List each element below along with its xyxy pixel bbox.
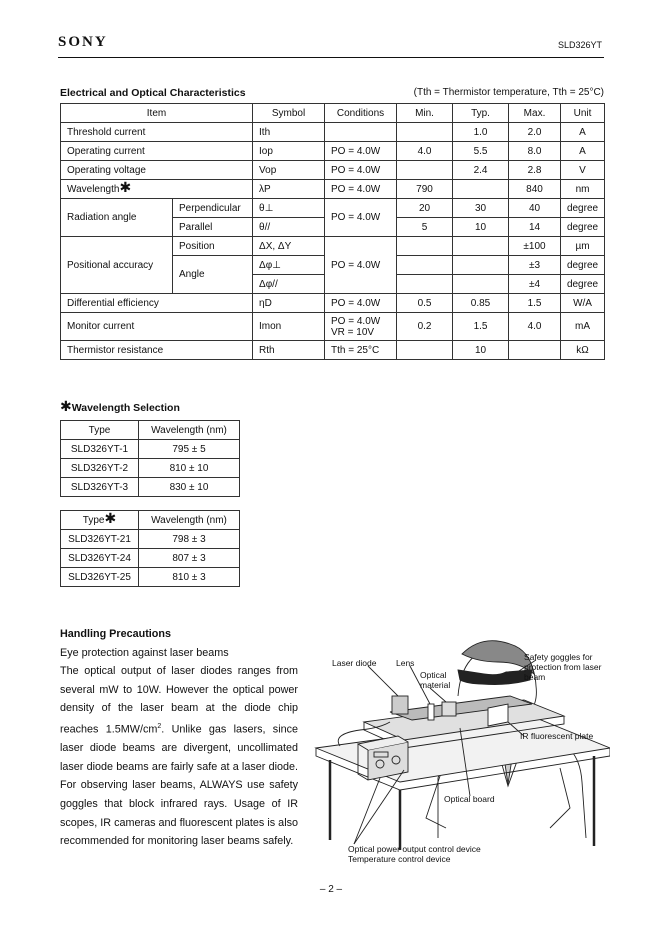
type-cell: SLD326YT-3 [61, 478, 139, 497]
typ-cell [453, 180, 509, 199]
page-number: – 2 – [319, 884, 343, 895]
symbol-cell: λP [253, 180, 325, 199]
sony-logo: SONY [58, 34, 108, 50]
typ-cell: 2.4 [453, 161, 509, 180]
item-cell: Radiation angle [61, 199, 173, 237]
max-cell: ±100 [509, 237, 561, 256]
type-cell: SLD326YT-2 [61, 459, 139, 478]
handling-precautions [60, 625, 298, 851]
max-cell: 2.8 [509, 161, 561, 180]
table-row [61, 142, 605, 161]
unit-cell: mA [561, 313, 605, 341]
unit-cell: µm [561, 237, 605, 256]
wavelength-table-2 [60, 510, 240, 587]
unit-cell: A [561, 142, 605, 161]
symbol-cell: ΔX, ΔY [253, 237, 325, 256]
col-typ: Typ. [453, 104, 509, 123]
subitem-cell: Angle [173, 256, 253, 294]
min-cell [397, 237, 453, 256]
item-cell: Monitor current [61, 313, 253, 341]
max-cell: 14 [509, 218, 561, 237]
unit-cell: nm [561, 180, 605, 199]
goggles-shape [458, 670, 532, 685]
label-safety-goggles: Safety goggles for protection from laser beam [524, 652, 602, 682]
col-type [61, 511, 139, 530]
typ-cell: 5.5 [453, 142, 509, 161]
table-header-row [61, 104, 605, 123]
max-cell: 1.5 [509, 294, 561, 313]
typ-cell [453, 237, 509, 256]
handling-subtitle: Eye protection against laser beams [60, 646, 229, 659]
handling-body [60, 662, 298, 851]
table-row [61, 313, 605, 341]
type-label: Type [82, 514, 105, 526]
unit-cell: kΩ [561, 341, 605, 360]
typ-cell: 1.5 [453, 313, 509, 341]
wavelength-selection-label: Wavelength Selection [71, 402, 180, 414]
min-cell [397, 275, 453, 294]
laser-setup-figure [310, 618, 610, 868]
typ-cell: 10 [453, 218, 509, 237]
table-row [61, 123, 605, 142]
conditions-cell: PO = 4.0W [325, 161, 397, 180]
wavelength-cell: 795 ± 5 [139, 440, 240, 459]
col-unit: Unit [561, 104, 605, 123]
unit-cell: W/A [561, 294, 605, 313]
ir-plate [488, 704, 508, 726]
max-cell: ±3 [509, 256, 561, 275]
label-optical-material: Optical material [420, 670, 451, 690]
characteristics-table [60, 103, 605, 360]
header-rule [58, 57, 604, 58]
wavelength-cell: 810 ± 3 [139, 568, 240, 587]
item-cell: Positional accuracy [61, 237, 173, 294]
type-cell: SLD326YT-1 [61, 440, 139, 459]
type-cell: SLD326YT-21 [61, 530, 139, 549]
conditions-cell: PO = 4.0W [325, 199, 397, 237]
unit-cell: degree [561, 199, 605, 218]
conditions-line: VR = 10V [331, 326, 375, 338]
symbol-cell: Iop [253, 142, 325, 161]
table-row [61, 459, 240, 478]
body-part: . Unlike gas lasers, since laser diode beams are divergent, uncollimated laser diode beams are fairly safe at a laser diode. For observing laser beams, ALWAYS use safety goggles that block infrared rays. Usage of IR scopes, IR cameras and fluorescent plates is also recommended for monitoring laser beams safely. [60, 723, 299, 848]
handling-title: Handling Precautions [60, 628, 171, 640]
symbol-cell: Δφ// [253, 275, 325, 294]
col-conditions: Conditions [325, 104, 397, 123]
wavelength-label: Wavelength [67, 183, 120, 195]
wavelength-cell: 830 ± 10 [139, 478, 240, 497]
symbol-cell: θ// [253, 218, 325, 237]
unit-cell: degree [561, 275, 605, 294]
type-cell: SLD326YT-25 [61, 568, 139, 587]
min-cell [397, 256, 453, 275]
typ-cell: 10 [453, 341, 509, 360]
table-row [61, 180, 605, 199]
item-cell: Threshold current [61, 123, 253, 142]
table-row [61, 568, 240, 587]
condition-note: (Tth = Thermistor temperature, Tth = 25°C) [413, 87, 604, 98]
subitem-cell: Perpendicular [173, 199, 253, 218]
max-cell: 840 [509, 180, 561, 199]
control-line: Optical power output control device [348, 844, 481, 854]
symbol-cell: ηD [253, 294, 325, 313]
typ-cell [453, 275, 509, 294]
conditions-cell: Tth = 25°C [325, 341, 397, 360]
col-wavelength: Wavelength (nm) [139, 511, 240, 530]
wavelength-cell: 807 ± 3 [139, 549, 240, 568]
table-row [61, 161, 605, 180]
asterisk-icon: ✱ [119, 178, 132, 195]
min-cell [397, 341, 453, 360]
max-cell: ±4 [509, 275, 561, 294]
asterisk-icon: ✱ [60, 398, 72, 414]
conditions-cell: PO = 4.0W [325, 180, 397, 199]
label-control-device [348, 844, 481, 864]
table-row [61, 440, 240, 459]
item-cell: Thermistor resistance [61, 341, 253, 360]
typ-cell: 0.85 [453, 294, 509, 313]
table-row [61, 237, 605, 256]
superscript: 2 [157, 722, 162, 730]
table-row [61, 294, 605, 313]
item-cell: Operating current [61, 142, 253, 161]
min-cell: 5 [397, 218, 453, 237]
label-optical-board: Optical board [444, 794, 495, 804]
table-row [61, 478, 240, 497]
body-part: The optical output of laser diodes ranges from several mW to 10W. However the optical power density of the laser beam at the diode chip reaches 1.5MW/cm [60, 665, 298, 736]
max-cell: 8.0 [509, 142, 561, 161]
unit-cell: degree [561, 218, 605, 237]
unit-cell: A [561, 123, 605, 142]
conditions-line: PO = 4.0W [331, 315, 381, 327]
symbol-cell: θ⊥ [253, 199, 325, 218]
symbol-cell: Ith [253, 123, 325, 142]
typ-cell [453, 256, 509, 275]
typ-cell: 30 [453, 199, 509, 218]
conditions-cell: PO = 4.0W [325, 294, 397, 313]
col-min: Min. [397, 104, 453, 123]
label-laser-diode: Laser diode [332, 658, 377, 668]
conditions-cell: PO = 4.0W [325, 237, 397, 294]
item-cell: Operating voltage [61, 161, 253, 180]
max-cell: 4.0 [509, 313, 561, 341]
unit-cell: degree [561, 256, 605, 275]
min-cell: 0.5 [397, 294, 453, 313]
label-lens: Lens [396, 658, 415, 668]
laser-diode-mount [392, 696, 408, 714]
col-type: Type [61, 421, 139, 440]
label-ir-plate: IR fluorescent plate [520, 731, 594, 741]
table-row [61, 199, 605, 218]
conditions-cell [325, 123, 397, 142]
wavelength-cell: 810 ± 10 [139, 459, 240, 478]
wavelength-selection-title [60, 398, 180, 414]
subitem-cell: Position [173, 237, 253, 256]
conditions-cell: PO = 4.0W [325, 142, 397, 161]
min-cell: 4.0 [397, 142, 453, 161]
typ-cell: 1.0 [453, 123, 509, 142]
unit-cell: V [561, 161, 605, 180]
max-cell: 2.0 [509, 123, 561, 142]
asterisk-icon: ✱ [104, 509, 117, 526]
min-cell: 0.2 [397, 313, 453, 341]
wavelength-table-1 [60, 420, 240, 497]
characteristics-title: Electrical and Optical Characteristics [60, 87, 246, 99]
type-cell: SLD326YT-24 [61, 549, 139, 568]
subitem-cell: Parallel [173, 218, 253, 237]
max-cell [509, 341, 561, 360]
control-line: Temperature control device [348, 854, 451, 864]
min-cell: 790 [397, 180, 453, 199]
doc-number: SLD326YT [557, 40, 602, 50]
item-cell [61, 180, 253, 199]
min-cell: 20 [397, 199, 453, 218]
symbol-cell: Vop [253, 161, 325, 180]
min-cell [397, 161, 453, 180]
col-wavelength: Wavelength (nm) [139, 421, 240, 440]
table-row [61, 341, 605, 360]
table-row [61, 549, 240, 568]
col-item: Item [61, 104, 253, 123]
symbol-cell: Imon [253, 313, 325, 341]
item-cell: Differential efficiency [61, 294, 253, 313]
wavelength-cell: 798 ± 3 [139, 530, 240, 549]
conditions-cell [325, 313, 397, 341]
col-symbol: Symbol [253, 104, 325, 123]
table-header-row [61, 421, 240, 440]
max-cell: 40 [509, 199, 561, 218]
symbol-cell: Rth [253, 341, 325, 360]
table-header-row [61, 511, 240, 530]
symbol-cell: Δφ⊥ [253, 256, 325, 275]
col-max: Max. [509, 104, 561, 123]
table-row [61, 530, 240, 549]
min-cell [397, 123, 453, 142]
